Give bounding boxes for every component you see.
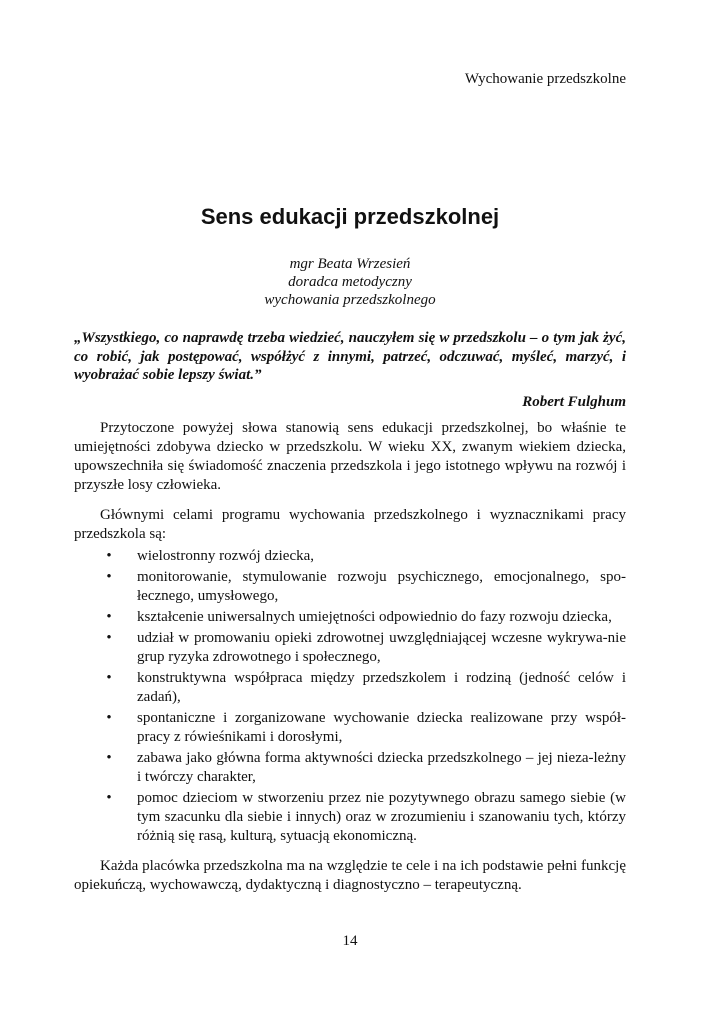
bullet-icon: • <box>106 710 112 726</box>
list-item <box>74 568 626 606</box>
closing-paragraph: Każda placówka przedszkolna ma na względzie te cele i na ich podstawie pełni funkcję opiekuńczą, wychowawczą, dydaktyczną i diagnostyczno – terapeutyczną. <box>74 858 626 893</box>
list-item <box>74 709 626 747</box>
list-item-text: wielostronny rozwój dziecka, <box>137 548 315 564</box>
list-item <box>74 789 626 846</box>
list-item <box>74 669 626 707</box>
author-block <box>74 255 626 309</box>
bullet-icon: • <box>106 569 112 585</box>
list-item-text: kształcenie uniwersalnych umiejętności odpowiednio do fazy rozwoju dziecka, <box>137 609 612 625</box>
document-page <box>74 0 626 1024</box>
list-item <box>74 749 626 787</box>
article-body <box>74 419 626 895</box>
bullet-icon: • <box>106 790 112 806</box>
goals-list <box>74 547 626 846</box>
goals-lead-paragraph: Głównymi celami programu wychowania przedszkolnego i wyznacznikami pracy przedszkola są: <box>74 507 626 542</box>
list-item-text: zabawa jako główna forma aktywności dziecka przedszkolnego – jej nieza-leżny i twórczy charakter, <box>137 750 626 785</box>
bullet-icon: • <box>106 609 112 625</box>
author-name: mgr Beata Wrzesień <box>289 256 411 272</box>
intro-paragraph: Przytoczone powyżej słowa stanowią sens edukacji przedszkolnej, bo właśnie te umiejętności zdobywa dziecko w przedszkolu. W wieku XX, zwanym wiekiem dziecka, upowszechniła się świadomość znaczenia przedszkola i jego istotnego wpływu na rozwój i przyszłe losy człowieka. <box>74 420 626 493</box>
bullet-icon: • <box>106 670 112 686</box>
list-item <box>74 629 626 667</box>
list-item <box>74 547 626 566</box>
list-item <box>74 608 626 627</box>
bullet-icon: • <box>106 630 112 646</box>
article-title: Sens edukacji przedszkolnej <box>200 204 500 229</box>
list-item-text: spontaniczne i zorganizowane wychowanie dziecka realizowane przy współ-pracy z rówieśnikami i dorosłymi, <box>137 710 626 745</box>
list-item-text: udział w promowaniu opieki zdrowotnej uwzględniającej wczesne wykrywa-nie grup ryzyka zdrowotnego i społecznego, <box>137 630 626 665</box>
author-role-line-1: doradca metodyczny <box>288 274 412 290</box>
bullet-icon: • <box>106 750 112 766</box>
list-item-text: monitorowanie, stymulowanie rozwoju psychicznego, emocjonalnego, spo-łecznego, umysłowego, <box>137 569 626 604</box>
epigraph-author: Robert Fulghum <box>522 394 626 410</box>
list-item-text: konstruktywna współpraca między przedszkolem i rodziną (jedność celów i zadań), <box>137 670 626 705</box>
running-header: Wychowanie przedszkolne <box>464 71 626 87</box>
page-number: 14 <box>342 933 358 949</box>
epigraph-quote: „Wszystkiego, co naprawdę trzeba wiedzieć, nauczyłem się w przedszkolu – o tym jak żyć, co robić, jak postępować, współżyć z innymi, patrzeć, odczuwać, myśleć, marzyć, i wyobrażać sobie lepszy świat.” <box>74 330 626 383</box>
author-role-line-2: wychowania przedszkolnego <box>264 292 436 308</box>
bullet-icon: • <box>106 548 112 564</box>
list-item-text: pomoc dzieciom w stworzeniu przez nie pozytywnego obrazu samego siebie (w tym szacunku dla siebie i innych) oraz w zrozumieniu i szanowaniu tych, którzy różnią się rasą, kulturą, sytuacją ekonomiczną. <box>137 790 626 844</box>
